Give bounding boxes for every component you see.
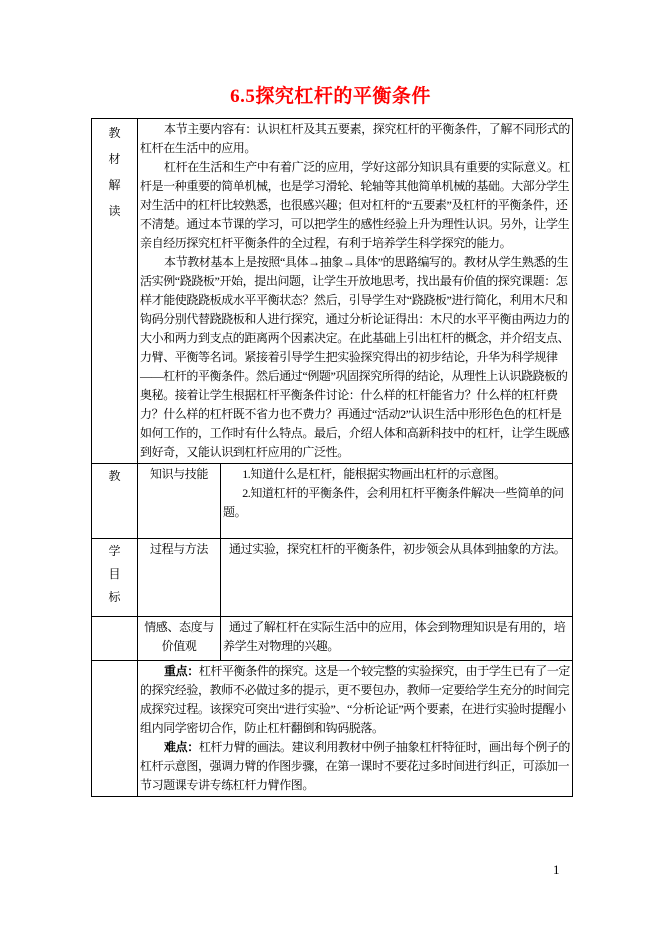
- page-number: 1: [553, 862, 560, 877]
- table-row-key-points: [92, 661, 573, 797]
- difficulty-heading: 难点：: [164, 740, 199, 754]
- emotion-content: 通过了解杠杆在实际生活中的应用，体会到物理知识是有用的，培养学生对物理的兴趣。: [223, 620, 566, 653]
- teaching-goal-label-top: 教: [108, 469, 121, 483]
- table-row-material-analysis: [92, 119, 573, 464]
- goal-label-empty-cell: [92, 617, 138, 661]
- table-row-goal-emotion: [92, 617, 573, 661]
- goal-sublabel-emotion: 情感、态度与价值观: [138, 617, 221, 661]
- material-analysis-label: 教材解读: [108, 126, 121, 218]
- goal-label-part-top: [92, 464, 138, 539]
- lesson-plan-table: [91, 118, 573, 797]
- knowledge-item-1: 1.知道什么是杠杆，能根据实物画出杠杆的示意图。: [242, 467, 506, 481]
- table-row-goal-process: [92, 539, 573, 617]
- goal-sublabel-process: 过程与方法: [138, 539, 221, 617]
- difficulty-text: 杠杆力臂的画法。建议利用教材中例子抽象杠杆特征时，画出每个例子的杠杆示意图，强调力臂的作图步骤，在第一课时不要花过多时间进行纠正，可添加一节习题课专讲专练杠杆力臂作图。: [140, 740, 571, 792]
- material-paragraph-2: 杠杆在生活和生产中有着广泛的应用，学好这部分知识具有重要的实际意义。杠杆是一种重要的简单机械，也是学习滑轮、轮轴等其他简单机械的基础。大部分学生对生活中的杠杆比较熟悉，也很感兴趣；但对杠杆的“五要素”及杠杆的平衡条件，还不清楚。通过本节课的学习，可以把学生的感性经验上升为理性认识。另外，让学生亲自经历探究杠杆平衡条件的全过程，有利于培养学生科学探究的能力。: [140, 160, 571, 250]
- goal-label-part-bottom: [92, 539, 138, 617]
- key-point-paragraph: [140, 662, 570, 738]
- notes-label-empty-cell: [92, 661, 138, 797]
- key-points-cell: [138, 661, 573, 797]
- goal-content-process: [221, 539, 573, 617]
- page-title: 6.5探究杠杆的平衡条件: [230, 86, 431, 107]
- goal-sublabel-knowledge: 知识与技能: [138, 464, 221, 539]
- key-point-heading: 重点：: [164, 664, 199, 678]
- key-point-text: 杠杆平衡条件的探究。这是一个较完整的实验探究，由于学生已有了一定的探究经验，教师不必做过多的提示，更不要包办，教师一定要给学生充分的时间完成探究过程。该探究可突出“进行实验”、“分析论证”两个要素，在进行实验时提醒小组内同学密切合作，防止杠杆翻倒和钩码脱落。: [140, 664, 571, 735]
- goal-content-knowledge: [221, 464, 573, 539]
- process-content: 通过实验，探究杠杆的平衡条件，初步领会从具体到抽象的方法。: [229, 542, 566, 556]
- table-row-goal-knowledge: [92, 464, 573, 539]
- difficulty-paragraph: [140, 738, 570, 795]
- material-paragraph-3: 本节教材基本上是按照“具体→抽象→具体”的思路编写的。教材从学生熟悉的生活实例“跷跷板”开始，提出问题，让学生开放地思考，找出最有价值的探究课题：怎样才能使跷跷板成水平平衡状态？然后，引导学生对“跷跷板”进行简化，利用木尺和钩码分别代替跷跷板和人进行探究，通过分析论证得出：木尺的水平平衡由两边力的大小和两力到支点的距离两个因素决定。在此基础上引出杠杆的概念，并介绍支点、力臂、平衡等名词。紧接着引导学生把实验探究得出的初步结论，升华为科学规律——杠杆的平衡条件。然后通过“例题”巩固探究所得的结论，从理性上认识跷跷板的奥秘。接着让学生根据杠杆平衡条件讨论：什么样的杠杆能省力？什么样的杠杆费力？什么样的杠杆既不省力也不费力？再通过“活动2”认识生活中形形色色的杠杆是如何工作的，工作时有什么特点。最后，介绍人体和高新科技中的杠杆，让学生既感到好奇，又能认识到杠杆应用的广泛性。: [140, 255, 570, 459]
- teaching-goal-label-bottom: 学目标: [108, 544, 121, 604]
- row-label-material-analysis: [92, 119, 138, 464]
- goal-content-emotion: [221, 617, 573, 661]
- material-analysis-cell: [138, 119, 573, 464]
- material-paragraph-1: 本节主要内容有：认识杠杆及其五要素，探究杠杆的平衡条件，了解不同形式的杠杆在生活中的应用。: [140, 122, 571, 155]
- knowledge-item-2: 2.知道杠杆的平衡条件，会利用杠杆平衡条件解决一些简单的问题。: [223, 486, 564, 519]
